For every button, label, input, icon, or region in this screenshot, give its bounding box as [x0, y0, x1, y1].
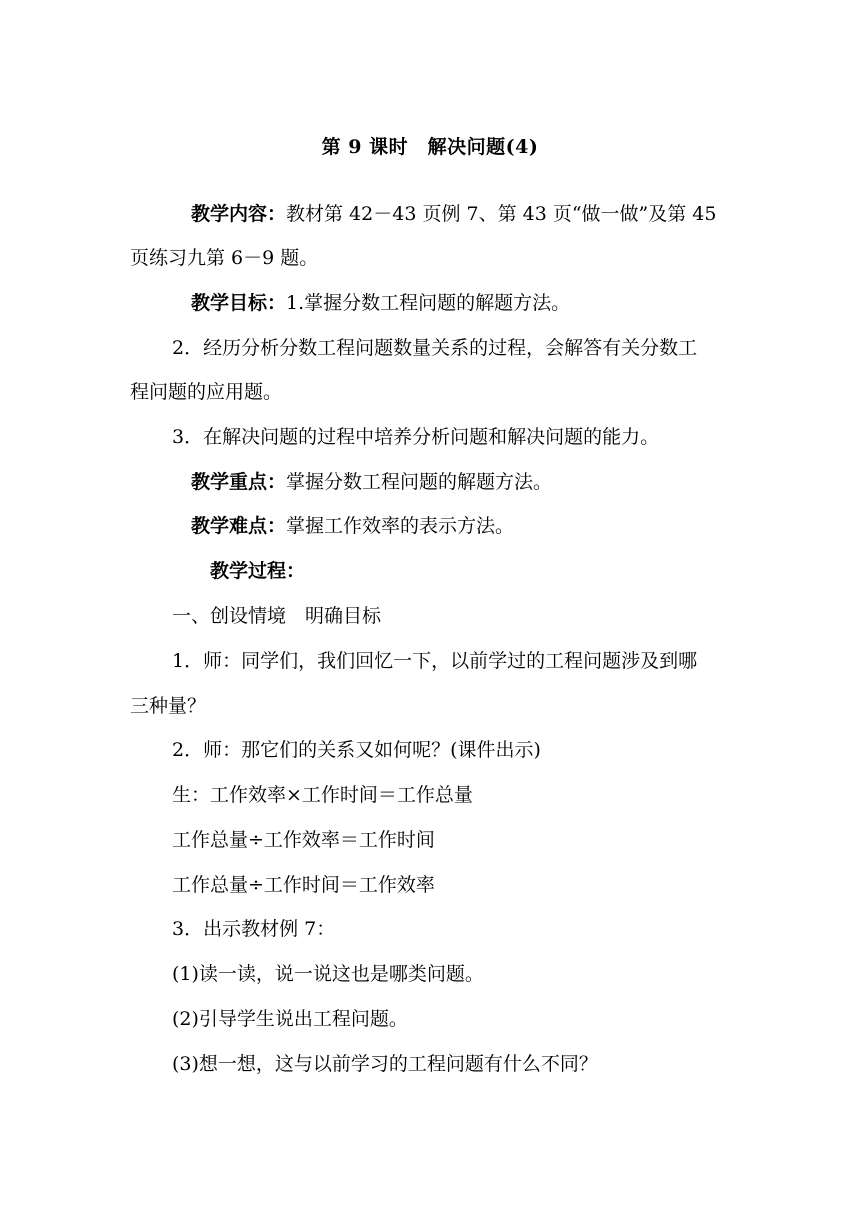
- goals-line-1: [191, 291, 570, 315]
- question-1: (1)读一读，说一说这也是哪类问题。: [172, 963, 484, 985]
- lesson-title: 第 9 课时 解决问题(4): [321, 136, 539, 158]
- question-2: (2)引导学生说出工程问题。: [172, 1008, 408, 1030]
- formula-1: 生：工作效率×工作时间＝工作总量: [172, 784, 473, 806]
- paragraph-1a: 1．师：同学们，我们回忆一下，以前学过的工程问题涉及到哪: [172, 650, 698, 672]
- content-line-1: [191, 202, 716, 226]
- paragraph-3: 3．出示教材例 7：: [172, 918, 336, 940]
- goal-3: 3．在解决问题的过程中培养分析问题和解决问题的能力。: [172, 426, 660, 448]
- content-label: 教学内容：: [191, 203, 287, 225]
- goal-2a: 2．经历分析分数工程问题数量关系的过程，会解答有关分数工: [172, 337, 698, 359]
- paragraph-2: 2．师：那它们的关系又如何呢？(课件出示): [172, 739, 541, 761]
- goal-1: 1.掌握分数工程问题的解题方法。: [286, 292, 571, 314]
- section-1-heading: 一、创设情境 明确目标: [172, 605, 382, 627]
- paragraph-1b: 三种量？: [130, 695, 207, 717]
- process-label: 教学过程：: [210, 560, 306, 582]
- goals-label: 教学目标：: [191, 292, 287, 314]
- formula-2: 工作总量÷工作效率＝工作时间: [172, 829, 435, 851]
- difficulty-text: 掌握工作效率的表示方法。: [286, 515, 515, 537]
- key-point-text: 掌握分数工程问题的解题方法。: [286, 471, 553, 493]
- key-point-line: [191, 470, 552, 494]
- question-3: (3)想一想，这与以前学习的工程问题有什么不同？: [172, 1053, 598, 1075]
- content-text-1: 教材第 42－43 页例 7、第 43 页“做一做”及第 45: [286, 203, 717, 225]
- goal-2b: 程问题的应用题。: [130, 381, 283, 403]
- key-point-label: 教学重点：: [191, 471, 287, 493]
- difficulty-label: 教学难点：: [191, 515, 287, 537]
- content-text-2: 页练习九第 6－9 题。: [130, 247, 319, 269]
- formula-3: 工作总量÷工作时间＝工作效率: [172, 874, 435, 896]
- difficulty-line: [191, 514, 514, 538]
